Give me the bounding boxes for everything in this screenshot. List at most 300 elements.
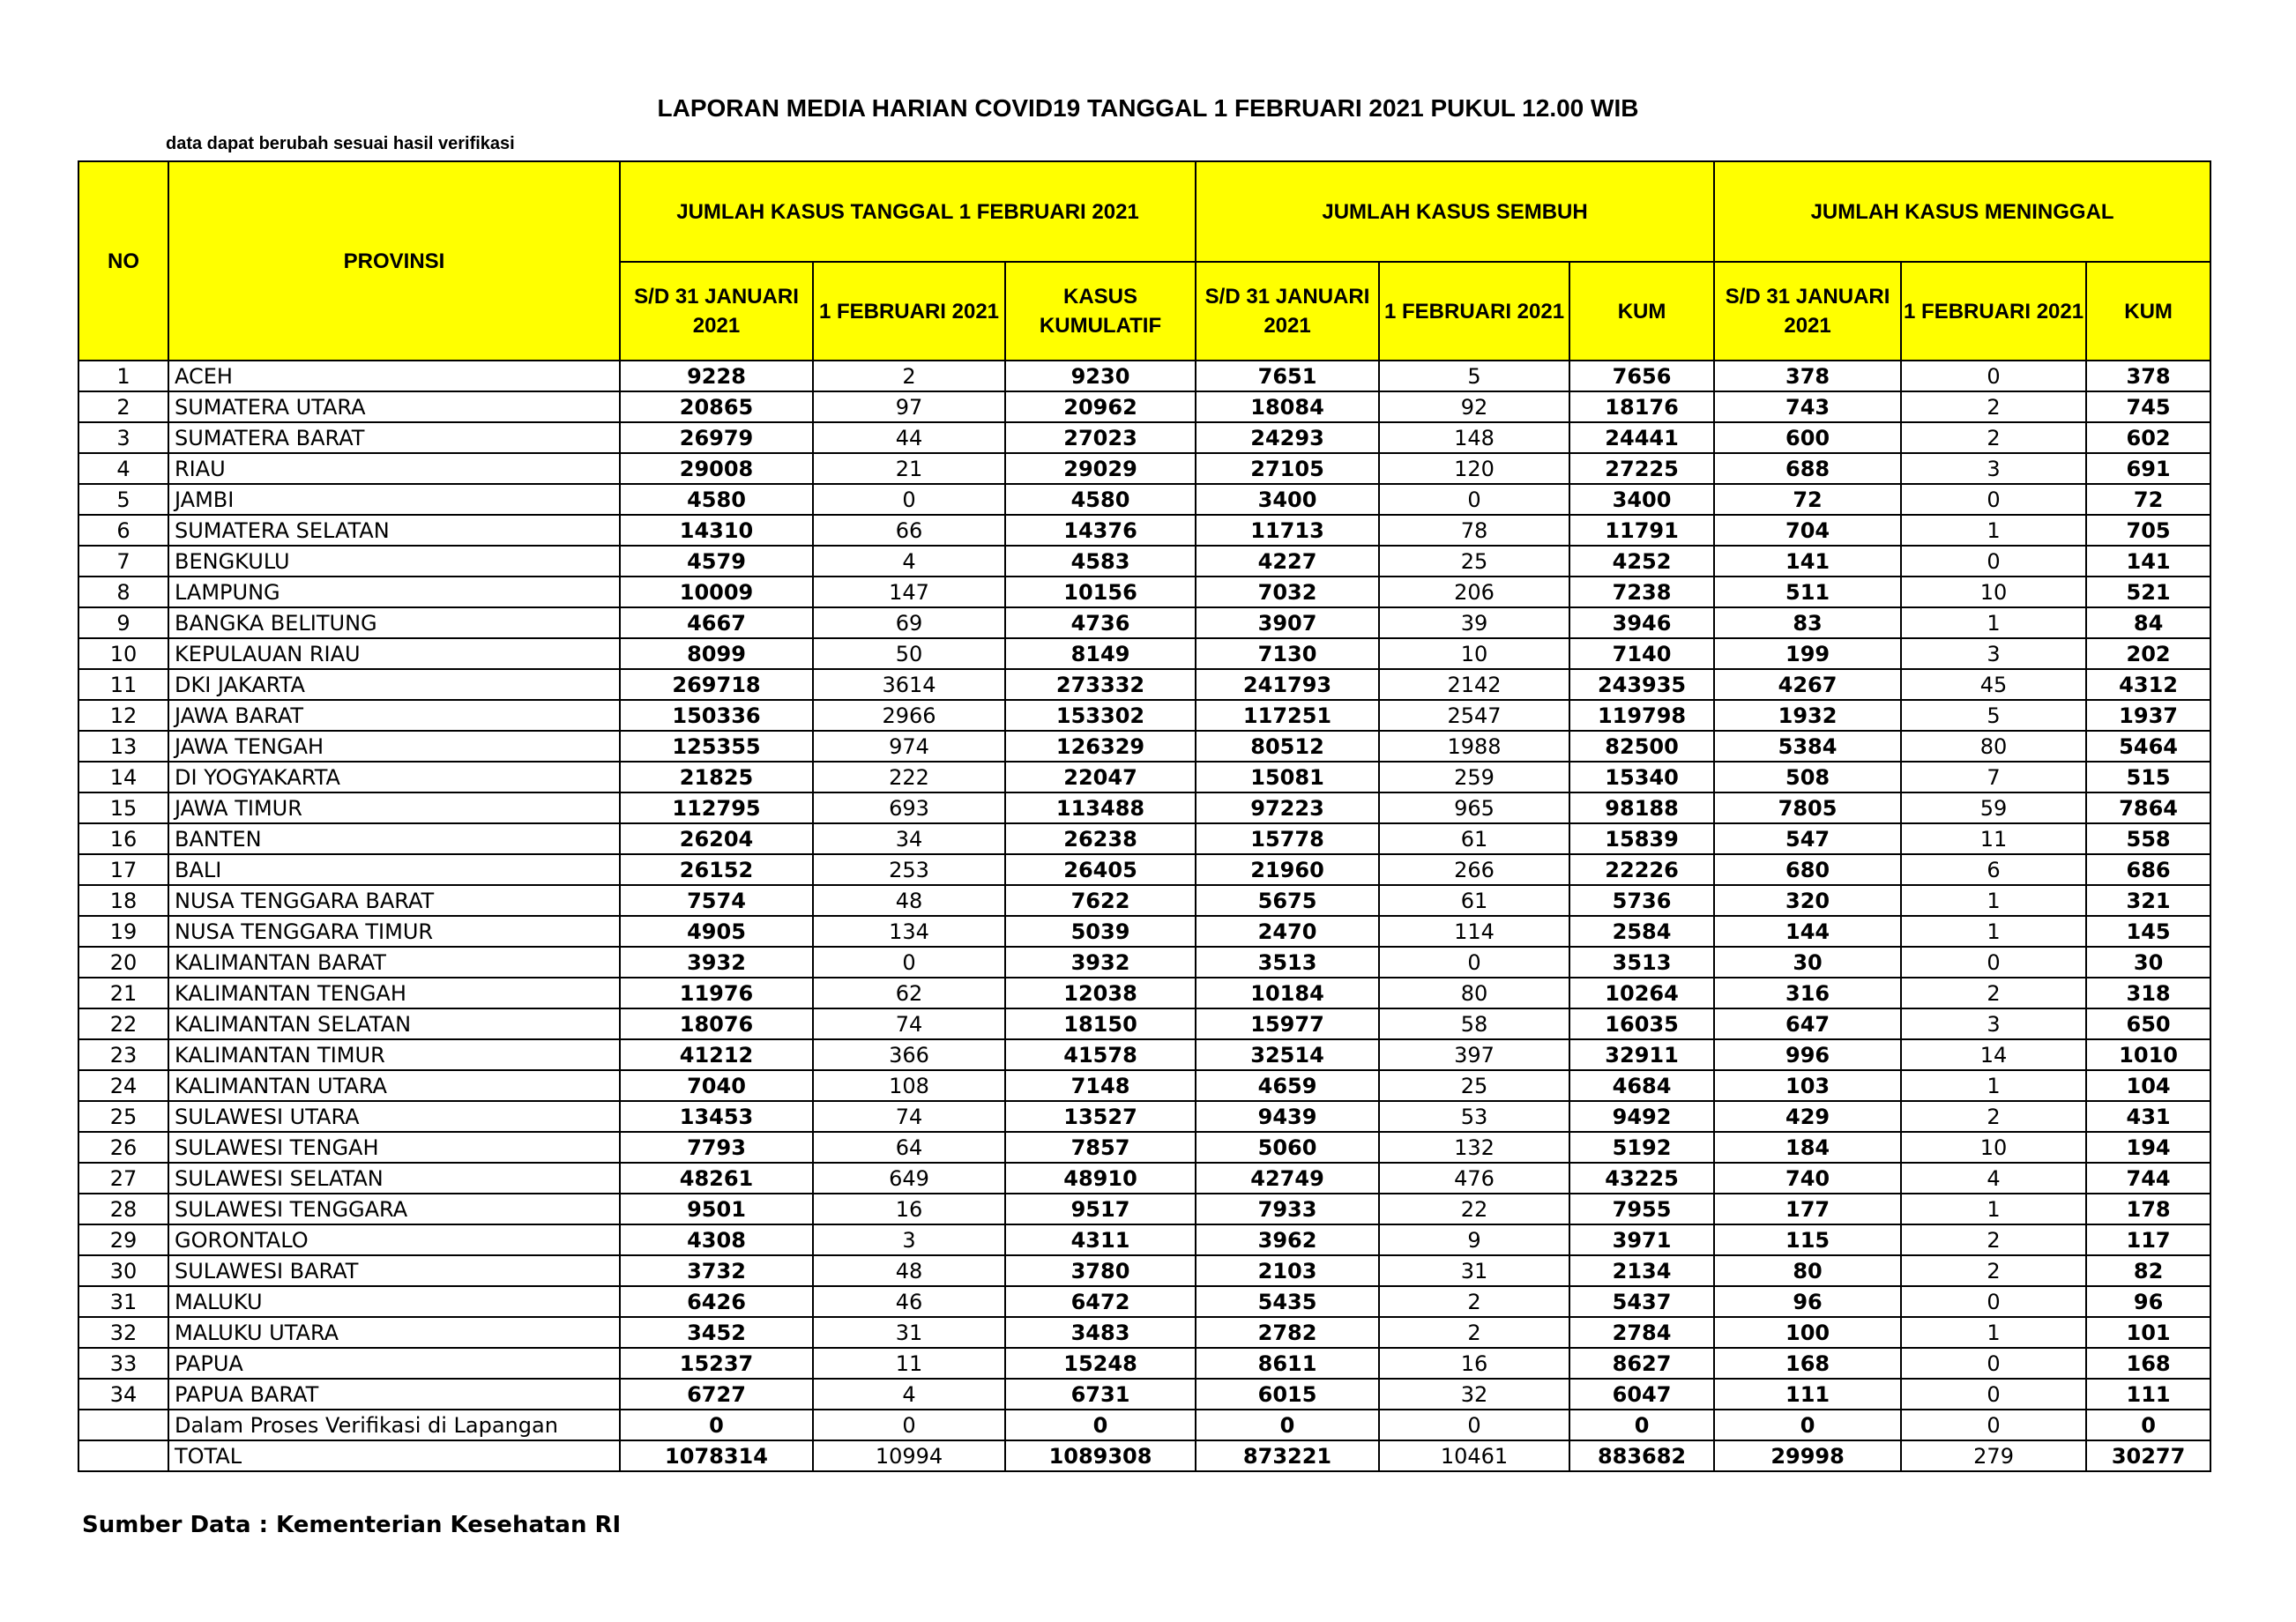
cell-provinsi: KALIMANTAN TIMUR bbox=[168, 1039, 620, 1070]
cell-no: 34 bbox=[78, 1379, 168, 1410]
header-kasus-1-februari: 1 FEBRUARI 2021 bbox=[813, 262, 1005, 361]
cell-meninggal-1-februari: 279 bbox=[1901, 1440, 2086, 1471]
header-group-kasus: JUMLAH KASUS TANGGAL 1 FEBRUARI 2021 bbox=[620, 161, 1196, 262]
cell-no: 19 bbox=[78, 916, 168, 947]
cell-meninggal-kum: 178 bbox=[2086, 1194, 2210, 1224]
cell-no: 12 bbox=[78, 700, 168, 731]
cell-meninggal-kum: 515 bbox=[2086, 762, 2210, 792]
cell-meninggal-kum: 117 bbox=[2086, 1224, 2210, 1255]
cell-sembuh-1-februari: 1988 bbox=[1379, 731, 1569, 762]
cell-kasus-1-februari: 74 bbox=[813, 1101, 1005, 1132]
cell-sembuh-1-februari: 58 bbox=[1379, 1008, 1569, 1039]
cell-meninggal-kum: 82 bbox=[2086, 1255, 2210, 1286]
cell-meninggal-kum: 691 bbox=[2086, 453, 2210, 484]
cell-sembuh-sd-31-januari: 7032 bbox=[1196, 577, 1379, 607]
cell-meninggal-kum: 686 bbox=[2086, 854, 2210, 885]
cell-sembuh-1-februari: 476 bbox=[1379, 1163, 1569, 1194]
cell-kasus-kumulatif: 10156 bbox=[1005, 577, 1196, 607]
table-row bbox=[78, 1194, 2210, 1224]
cell-meninggal-sd-31-januari: 0 bbox=[1714, 1410, 1901, 1440]
cell-sembuh-kum: 6047 bbox=[1569, 1379, 1714, 1410]
cell-kasus-kumulatif: 7622 bbox=[1005, 885, 1196, 916]
cell-sembuh-sd-31-januari: 5435 bbox=[1196, 1286, 1379, 1317]
cell-meninggal-1-februari: 1 bbox=[1901, 885, 2086, 916]
cell-sembuh-sd-31-januari: 241793 bbox=[1196, 669, 1379, 700]
cell-sembuh-1-februari: 2142 bbox=[1379, 669, 1569, 700]
cell-sembuh-1-februari: 0 bbox=[1379, 1410, 1569, 1440]
cell-meninggal-1-februari: 0 bbox=[1901, 1379, 2086, 1410]
cell-kasus-kumulatif: 9517 bbox=[1005, 1194, 1196, 1224]
cell-sembuh-kum: 2584 bbox=[1569, 916, 1714, 947]
table-row bbox=[78, 1410, 2210, 1440]
cell-kasus-sd-31-januari: 18076 bbox=[620, 1008, 813, 1039]
cell-sembuh-sd-31-januari: 873221 bbox=[1196, 1440, 1379, 1471]
cell-sembuh-1-februari: 132 bbox=[1379, 1132, 1569, 1163]
cell-sembuh-1-februari: 25 bbox=[1379, 1070, 1569, 1101]
cell-sembuh-sd-31-januari: 10184 bbox=[1196, 978, 1379, 1008]
cell-no bbox=[78, 1440, 168, 1471]
cell-no: 14 bbox=[78, 762, 168, 792]
cell-sembuh-1-februari: 120 bbox=[1379, 453, 1569, 484]
cell-sembuh-1-februari: 32 bbox=[1379, 1379, 1569, 1410]
table-header bbox=[78, 161, 2210, 361]
table-row bbox=[78, 1286, 2210, 1317]
cell-provinsi: GORONTALO bbox=[168, 1224, 620, 1255]
cell-meninggal-1-februari: 10 bbox=[1901, 577, 2086, 607]
cell-kasus-kumulatif: 48910 bbox=[1005, 1163, 1196, 1194]
cell-no: 6 bbox=[78, 515, 168, 546]
table-row bbox=[78, 422, 2210, 453]
cell-meninggal-kum: 4312 bbox=[2086, 669, 2210, 700]
cell-kasus-sd-31-januari: 15237 bbox=[620, 1348, 813, 1379]
cell-sembuh-sd-31-januari: 2103 bbox=[1196, 1255, 1379, 1286]
cell-kasus-sd-31-januari: 6426 bbox=[620, 1286, 813, 1317]
cell-sembuh-kum: 22226 bbox=[1569, 854, 1714, 885]
cell-meninggal-sd-31-januari: 199 bbox=[1714, 638, 1901, 669]
cell-provinsi: TOTAL bbox=[168, 1440, 620, 1471]
cell-meninggal-sd-31-januari: 100 bbox=[1714, 1317, 1901, 1348]
cell-provinsi: SULAWESI TENGGARA bbox=[168, 1194, 620, 1224]
cell-no: 25 bbox=[78, 1101, 168, 1132]
cell-provinsi: JAMBI bbox=[168, 484, 620, 515]
cell-no: 27 bbox=[78, 1163, 168, 1194]
table-row bbox=[78, 515, 2210, 546]
table-row bbox=[78, 1101, 2210, 1132]
cell-no: 23 bbox=[78, 1039, 168, 1070]
cell-kasus-1-februari: 64 bbox=[813, 1132, 1005, 1163]
cell-provinsi: LAMPUNG bbox=[168, 577, 620, 607]
cell-kasus-1-februari: 21 bbox=[813, 453, 1005, 484]
cell-meninggal-sd-31-januari: 7805 bbox=[1714, 792, 1901, 823]
cell-sembuh-1-februari: 10461 bbox=[1379, 1440, 1569, 1471]
cell-sembuh-kum: 3971 bbox=[1569, 1224, 1714, 1255]
cell-no: 2 bbox=[78, 391, 168, 422]
cell-meninggal-sd-31-januari: 83 bbox=[1714, 607, 1901, 638]
cell-meninggal-1-februari: 2 bbox=[1901, 1101, 2086, 1132]
cell-provinsi: RIAU bbox=[168, 453, 620, 484]
cell-kasus-kumulatif: 6731 bbox=[1005, 1379, 1196, 1410]
cell-meninggal-1-februari: 2 bbox=[1901, 422, 2086, 453]
cell-sembuh-1-februari: 16 bbox=[1379, 1348, 1569, 1379]
cell-meninggal-1-februari: 1 bbox=[1901, 607, 2086, 638]
cell-meninggal-1-februari: 0 bbox=[1901, 484, 2086, 515]
cell-provinsi: SULAWESI TENGAH bbox=[168, 1132, 620, 1163]
cell-kasus-1-februari: 253 bbox=[813, 854, 1005, 885]
cell-meninggal-sd-31-januari: 740 bbox=[1714, 1163, 1901, 1194]
cell-sembuh-sd-31-januari: 11713 bbox=[1196, 515, 1379, 546]
cell-sembuh-sd-31-januari: 0 bbox=[1196, 1410, 1379, 1440]
cell-kasus-kumulatif: 8149 bbox=[1005, 638, 1196, 669]
cell-kasus-1-februari: 974 bbox=[813, 731, 1005, 762]
cell-meninggal-kum: 1937 bbox=[2086, 700, 2210, 731]
cell-kasus-sd-31-januari: 4905 bbox=[620, 916, 813, 947]
cell-sembuh-1-februari: 78 bbox=[1379, 515, 1569, 546]
table-row bbox=[78, 700, 2210, 731]
cell-sembuh-kum: 3513 bbox=[1569, 947, 1714, 978]
cell-sembuh-kum: 5437 bbox=[1569, 1286, 1714, 1317]
covid-report-table bbox=[78, 160, 2211, 1472]
cell-provinsi: KALIMANTAN BARAT bbox=[168, 947, 620, 978]
cell-sembuh-kum: 32911 bbox=[1569, 1039, 1714, 1070]
cell-sembuh-sd-31-januari: 7651 bbox=[1196, 361, 1379, 391]
cell-kasus-1-februari: 50 bbox=[813, 638, 1005, 669]
cell-meninggal-sd-31-januari: 30 bbox=[1714, 947, 1901, 978]
cell-meninggal-kum: 321 bbox=[2086, 885, 2210, 916]
cell-kasus-1-februari: 4 bbox=[813, 1379, 1005, 1410]
cell-sembuh-kum: 82500 bbox=[1569, 731, 1714, 762]
cell-kasus-1-februari: 10994 bbox=[813, 1440, 1005, 1471]
cell-sembuh-1-februari: 31 bbox=[1379, 1255, 1569, 1286]
header-kasus-kumulatif: KASUS KUMULATIF bbox=[1005, 262, 1196, 361]
cell-kasus-kumulatif: 5039 bbox=[1005, 916, 1196, 947]
cell-meninggal-1-februari: 3 bbox=[1901, 453, 2086, 484]
cell-sembuh-kum: 16035 bbox=[1569, 1008, 1714, 1039]
cell-kasus-sd-31-januari: 29008 bbox=[620, 453, 813, 484]
cell-meninggal-sd-31-januari: 316 bbox=[1714, 978, 1901, 1008]
header-kasus-sd-31-januari: S/D 31 JANUARI 2021 bbox=[620, 262, 813, 361]
cell-sembuh-kum: 18176 bbox=[1569, 391, 1714, 422]
cell-kasus-sd-31-januari: 14310 bbox=[620, 515, 813, 546]
table-row bbox=[78, 731, 2210, 762]
cell-kasus-sd-31-januari: 6727 bbox=[620, 1379, 813, 1410]
table-row bbox=[78, 792, 2210, 823]
cell-meninggal-sd-31-januari: 600 bbox=[1714, 422, 1901, 453]
cell-kasus-kumulatif: 7857 bbox=[1005, 1132, 1196, 1163]
cell-meninggal-kum: 104 bbox=[2086, 1070, 2210, 1101]
cell-meninggal-sd-31-januari: 688 bbox=[1714, 453, 1901, 484]
cell-meninggal-kum: 145 bbox=[2086, 916, 2210, 947]
cell-no: 30 bbox=[78, 1255, 168, 1286]
cell-kasus-1-februari: 62 bbox=[813, 978, 1005, 1008]
cell-kasus-sd-31-januari: 21825 bbox=[620, 762, 813, 792]
cell-sembuh-1-februari: 2 bbox=[1379, 1286, 1569, 1317]
cell-sembuh-sd-31-januari: 4659 bbox=[1196, 1070, 1379, 1101]
cell-sembuh-1-februari: 114 bbox=[1379, 916, 1569, 947]
cell-meninggal-kum: 194 bbox=[2086, 1132, 2210, 1163]
header-group-meninggal: JUMLAH KASUS MENINGGAL bbox=[1714, 161, 2210, 262]
cell-meninggal-kum: 111 bbox=[2086, 1379, 2210, 1410]
cell-kasus-1-februari: 74 bbox=[813, 1008, 1005, 1039]
cell-meninggal-sd-31-januari: 996 bbox=[1714, 1039, 1901, 1070]
cell-kasus-1-februari: 46 bbox=[813, 1286, 1005, 1317]
cell-kasus-kumulatif: 26405 bbox=[1005, 854, 1196, 885]
cell-provinsi: BALI bbox=[168, 854, 620, 885]
cell-no: 32 bbox=[78, 1317, 168, 1348]
header-group-sembuh: JUMLAH KASUS SEMBUH bbox=[1196, 161, 1714, 262]
cell-provinsi: SULAWESI SELATAN bbox=[168, 1163, 620, 1194]
cell-provinsi: KEPULAUAN RIAU bbox=[168, 638, 620, 669]
cell-provinsi: PAPUA bbox=[168, 1348, 620, 1379]
cell-sembuh-sd-31-januari: 2782 bbox=[1196, 1317, 1379, 1348]
cell-sembuh-1-februari: 61 bbox=[1379, 823, 1569, 854]
cell-sembuh-1-februari: 10 bbox=[1379, 638, 1569, 669]
cell-meninggal-sd-31-januari: 4267 bbox=[1714, 669, 1901, 700]
verification-note: data dapat berubah sesuai hasil verifikasi bbox=[166, 134, 515, 153]
cell-sembuh-1-februari: 9 bbox=[1379, 1224, 1569, 1255]
cell-meninggal-1-februari: 10 bbox=[1901, 1132, 2086, 1163]
cell-sembuh-kum: 243935 bbox=[1569, 669, 1714, 700]
cell-no: 24 bbox=[78, 1070, 168, 1101]
cell-meninggal-kum: 744 bbox=[2086, 1163, 2210, 1194]
cell-meninggal-kum: 84 bbox=[2086, 607, 2210, 638]
cell-meninggal-1-februari: 0 bbox=[1901, 1348, 2086, 1379]
cell-sembuh-kum: 5736 bbox=[1569, 885, 1714, 916]
cell-meninggal-sd-31-januari: 177 bbox=[1714, 1194, 1901, 1224]
cell-kasus-kumulatif: 22047 bbox=[1005, 762, 1196, 792]
cell-kasus-sd-31-januari: 269718 bbox=[620, 669, 813, 700]
cell-no: 18 bbox=[78, 885, 168, 916]
cell-meninggal-kum: 168 bbox=[2086, 1348, 2210, 1379]
cell-provinsi: BANTEN bbox=[168, 823, 620, 854]
cell-meninggal-kum: 5464 bbox=[2086, 731, 2210, 762]
cell-sembuh-sd-31-januari: 5675 bbox=[1196, 885, 1379, 916]
cell-kasus-sd-31-januari: 48261 bbox=[620, 1163, 813, 1194]
table-row bbox=[78, 1070, 2210, 1101]
cell-sembuh-1-februari: 266 bbox=[1379, 854, 1569, 885]
cell-meninggal-sd-31-januari: 1932 bbox=[1714, 700, 1901, 731]
cell-kasus-1-februari: 11 bbox=[813, 1348, 1005, 1379]
table-row bbox=[78, 885, 2210, 916]
cell-sembuh-1-februari: 39 bbox=[1379, 607, 1569, 638]
cell-sembuh-kum: 7955 bbox=[1569, 1194, 1714, 1224]
cell-kasus-kumulatif: 27023 bbox=[1005, 422, 1196, 453]
cell-meninggal-kum: 745 bbox=[2086, 391, 2210, 422]
cell-meninggal-kum: 141 bbox=[2086, 546, 2210, 577]
cell-no: 9 bbox=[78, 607, 168, 638]
cell-kasus-1-februari: 3614 bbox=[813, 669, 1005, 700]
cell-meninggal-sd-31-januari: 647 bbox=[1714, 1008, 1901, 1039]
table-row bbox=[78, 607, 2210, 638]
cell-no: 17 bbox=[78, 854, 168, 885]
cell-provinsi: DI YOGYAKARTA bbox=[168, 762, 620, 792]
cell-meninggal-1-februari: 1 bbox=[1901, 515, 2086, 546]
cell-kasus-sd-31-januari: 41212 bbox=[620, 1039, 813, 1070]
cell-sembuh-1-februari: 92 bbox=[1379, 391, 1569, 422]
cell-no: 1 bbox=[78, 361, 168, 391]
cell-sembuh-sd-31-januari: 21960 bbox=[1196, 854, 1379, 885]
cell-kasus-sd-31-januari: 150336 bbox=[620, 700, 813, 731]
table-row bbox=[78, 1255, 2210, 1286]
cell-sembuh-sd-31-januari: 2470 bbox=[1196, 916, 1379, 947]
cell-no: 33 bbox=[78, 1348, 168, 1379]
cell-no: 29 bbox=[78, 1224, 168, 1255]
table-row bbox=[78, 546, 2210, 577]
cell-provinsi: JAWA TENGAH bbox=[168, 731, 620, 762]
cell-kasus-1-februari: 44 bbox=[813, 422, 1005, 453]
cell-kasus-1-februari: 48 bbox=[813, 1255, 1005, 1286]
cell-kasus-kumulatif: 20962 bbox=[1005, 391, 1196, 422]
cell-meninggal-kum: 72 bbox=[2086, 484, 2210, 515]
cell-meninggal-1-februari: 0 bbox=[1901, 361, 2086, 391]
cell-meninggal-sd-31-januari: 96 bbox=[1714, 1286, 1901, 1317]
table-row bbox=[78, 1379, 2210, 1410]
cell-sembuh-kum: 883682 bbox=[1569, 1440, 1714, 1471]
table-row bbox=[78, 1008, 2210, 1039]
cell-sembuh-kum: 24441 bbox=[1569, 422, 1714, 453]
cell-meninggal-1-februari: 1 bbox=[1901, 1317, 2086, 1348]
cell-kasus-sd-31-januari: 4667 bbox=[620, 607, 813, 638]
cell-sembuh-kum: 7238 bbox=[1569, 577, 1714, 607]
cell-sembuh-sd-31-januari: 7130 bbox=[1196, 638, 1379, 669]
header-meninggal-kum: KUM bbox=[2086, 262, 2210, 361]
cell-sembuh-1-februari: 2 bbox=[1379, 1317, 1569, 1348]
cell-sembuh-kum: 43225 bbox=[1569, 1163, 1714, 1194]
cell-meninggal-kum: 30277 bbox=[2086, 1440, 2210, 1471]
table-row bbox=[78, 1317, 2210, 1348]
cell-meninggal-sd-31-januari: 103 bbox=[1714, 1070, 1901, 1101]
cell-meninggal-1-februari: 2 bbox=[1901, 978, 2086, 1008]
cell-no: 13 bbox=[78, 731, 168, 762]
cell-meninggal-sd-31-januari: 378 bbox=[1714, 361, 1901, 391]
cell-kasus-1-februari: 3 bbox=[813, 1224, 1005, 1255]
cell-sembuh-sd-31-januari: 7933 bbox=[1196, 1194, 1379, 1224]
cell-provinsi: JAWA TIMUR bbox=[168, 792, 620, 823]
cell-no: 4 bbox=[78, 453, 168, 484]
cell-kasus-sd-31-januari: 125355 bbox=[620, 731, 813, 762]
table-row bbox=[78, 1163, 2210, 1194]
cell-meninggal-1-februari: 45 bbox=[1901, 669, 2086, 700]
cell-kasus-1-februari: 2 bbox=[813, 361, 1005, 391]
cell-no: 15 bbox=[78, 792, 168, 823]
cell-meninggal-kum: 7864 bbox=[2086, 792, 2210, 823]
cell-meninggal-kum: 202 bbox=[2086, 638, 2210, 669]
cell-no: 22 bbox=[78, 1008, 168, 1039]
header-provinsi: PROVINSI bbox=[168, 161, 620, 361]
cell-meninggal-sd-31-januari: 80 bbox=[1714, 1255, 1901, 1286]
cell-provinsi: SUMATERA UTARA bbox=[168, 391, 620, 422]
cell-sembuh-sd-31-januari: 24293 bbox=[1196, 422, 1379, 453]
cell-kasus-sd-31-januari: 13453 bbox=[620, 1101, 813, 1132]
cell-provinsi: SULAWESI UTARA bbox=[168, 1101, 620, 1132]
cell-kasus-sd-31-januari: 9228 bbox=[620, 361, 813, 391]
cell-kasus-kumulatif: 273332 bbox=[1005, 669, 1196, 700]
cell-no: 7 bbox=[78, 546, 168, 577]
table-row bbox=[78, 484, 2210, 515]
cell-kasus-1-februari: 366 bbox=[813, 1039, 1005, 1070]
cell-meninggal-1-februari: 2 bbox=[1901, 1255, 2086, 1286]
cell-sembuh-sd-31-januari: 117251 bbox=[1196, 700, 1379, 731]
cell-kasus-1-februari: 66 bbox=[813, 515, 1005, 546]
cell-sembuh-1-februari: 259 bbox=[1379, 762, 1569, 792]
cell-kasus-sd-31-januari: 4580 bbox=[620, 484, 813, 515]
cell-sembuh-kum: 8627 bbox=[1569, 1348, 1714, 1379]
cell-kasus-1-februari: 16 bbox=[813, 1194, 1005, 1224]
table-row bbox=[78, 1224, 2210, 1255]
cell-kasus-1-februari: 97 bbox=[813, 391, 1005, 422]
cell-kasus-sd-31-januari: 3732 bbox=[620, 1255, 813, 1286]
cell-kasus-kumulatif: 7148 bbox=[1005, 1070, 1196, 1101]
cell-kasus-sd-31-januari: 11976 bbox=[620, 978, 813, 1008]
cell-provinsi: KALIMANTAN SELATAN bbox=[168, 1008, 620, 1039]
cell-provinsi: BENGKULU bbox=[168, 546, 620, 577]
table-row bbox=[78, 916, 2210, 947]
cell-sembuh-1-februari: 206 bbox=[1379, 577, 1569, 607]
cell-meninggal-sd-31-januari: 184 bbox=[1714, 1132, 1901, 1163]
cell-provinsi: KALIMANTAN TENGAH bbox=[168, 978, 620, 1008]
cell-kasus-1-februari: 147 bbox=[813, 577, 1005, 607]
cell-no: 10 bbox=[78, 638, 168, 669]
data-source: Sumber Data : Kementerian Kesehatan RI bbox=[82, 1512, 622, 1538]
cell-kasus-1-februari: 34 bbox=[813, 823, 1005, 854]
cell-kasus-1-februari: 222 bbox=[813, 762, 1005, 792]
cell-provinsi: KALIMANTAN UTARA bbox=[168, 1070, 620, 1101]
cell-kasus-kumulatif: 12038 bbox=[1005, 978, 1196, 1008]
cell-sembuh-sd-31-januari: 32514 bbox=[1196, 1039, 1379, 1070]
cell-provinsi: NUSA TENGGARA BARAT bbox=[168, 885, 620, 916]
cell-kasus-sd-31-januari: 7793 bbox=[620, 1132, 813, 1163]
cell-kasus-kumulatif: 113488 bbox=[1005, 792, 1196, 823]
cell-no: 21 bbox=[78, 978, 168, 1008]
cell-kasus-1-februari: 2966 bbox=[813, 700, 1005, 731]
header-sembuh-kum: KUM bbox=[1569, 262, 1714, 361]
cell-meninggal-1-februari: 3 bbox=[1901, 638, 2086, 669]
cell-meninggal-kum: 378 bbox=[2086, 361, 2210, 391]
cell-kasus-kumulatif: 26238 bbox=[1005, 823, 1196, 854]
header-no: NO bbox=[78, 161, 168, 361]
cell-sembuh-1-februari: 965 bbox=[1379, 792, 1569, 823]
cell-kasus-kumulatif: 18150 bbox=[1005, 1008, 1196, 1039]
table-body bbox=[78, 361, 2210, 1471]
cell-meninggal-1-februari: 11 bbox=[1901, 823, 2086, 854]
cell-no: 3 bbox=[78, 422, 168, 453]
cell-sembuh-sd-31-januari: 3513 bbox=[1196, 947, 1379, 978]
cell-meninggal-kum: 0 bbox=[2086, 1410, 2210, 1440]
cell-kasus-kumulatif: 9230 bbox=[1005, 361, 1196, 391]
cell-sembuh-1-februari: 0 bbox=[1379, 947, 1569, 978]
cell-sembuh-kum: 3946 bbox=[1569, 607, 1714, 638]
header-meninggal-sd-31-januari: S/D 31 JANUARI 2021 bbox=[1714, 262, 1901, 361]
cell-sembuh-sd-31-januari: 3907 bbox=[1196, 607, 1379, 638]
cell-meninggal-1-februari: 6 bbox=[1901, 854, 2086, 885]
cell-sembuh-1-februari: 25 bbox=[1379, 546, 1569, 577]
cell-kasus-kumulatif: 0 bbox=[1005, 1410, 1196, 1440]
cell-meninggal-sd-31-januari: 547 bbox=[1714, 823, 1901, 854]
cell-no: 26 bbox=[78, 1132, 168, 1163]
cell-sembuh-sd-31-januari: 8611 bbox=[1196, 1348, 1379, 1379]
cell-provinsi: MALUKU bbox=[168, 1286, 620, 1317]
cell-provinsi: BANGKA BELITUNG bbox=[168, 607, 620, 638]
cell-meninggal-1-februari: 3 bbox=[1901, 1008, 2086, 1039]
cell-kasus-kumulatif: 4311 bbox=[1005, 1224, 1196, 1255]
cell-no bbox=[78, 1410, 168, 1440]
cell-sembuh-1-februari: 5 bbox=[1379, 361, 1569, 391]
cell-kasus-1-februari: 134 bbox=[813, 916, 1005, 947]
cell-kasus-sd-31-januari: 7040 bbox=[620, 1070, 813, 1101]
cell-kasus-kumulatif: 1089308 bbox=[1005, 1440, 1196, 1471]
cell-meninggal-1-februari: 0 bbox=[1901, 947, 2086, 978]
cell-kasus-sd-31-januari: 4579 bbox=[620, 546, 813, 577]
table-row bbox=[78, 947, 2210, 978]
